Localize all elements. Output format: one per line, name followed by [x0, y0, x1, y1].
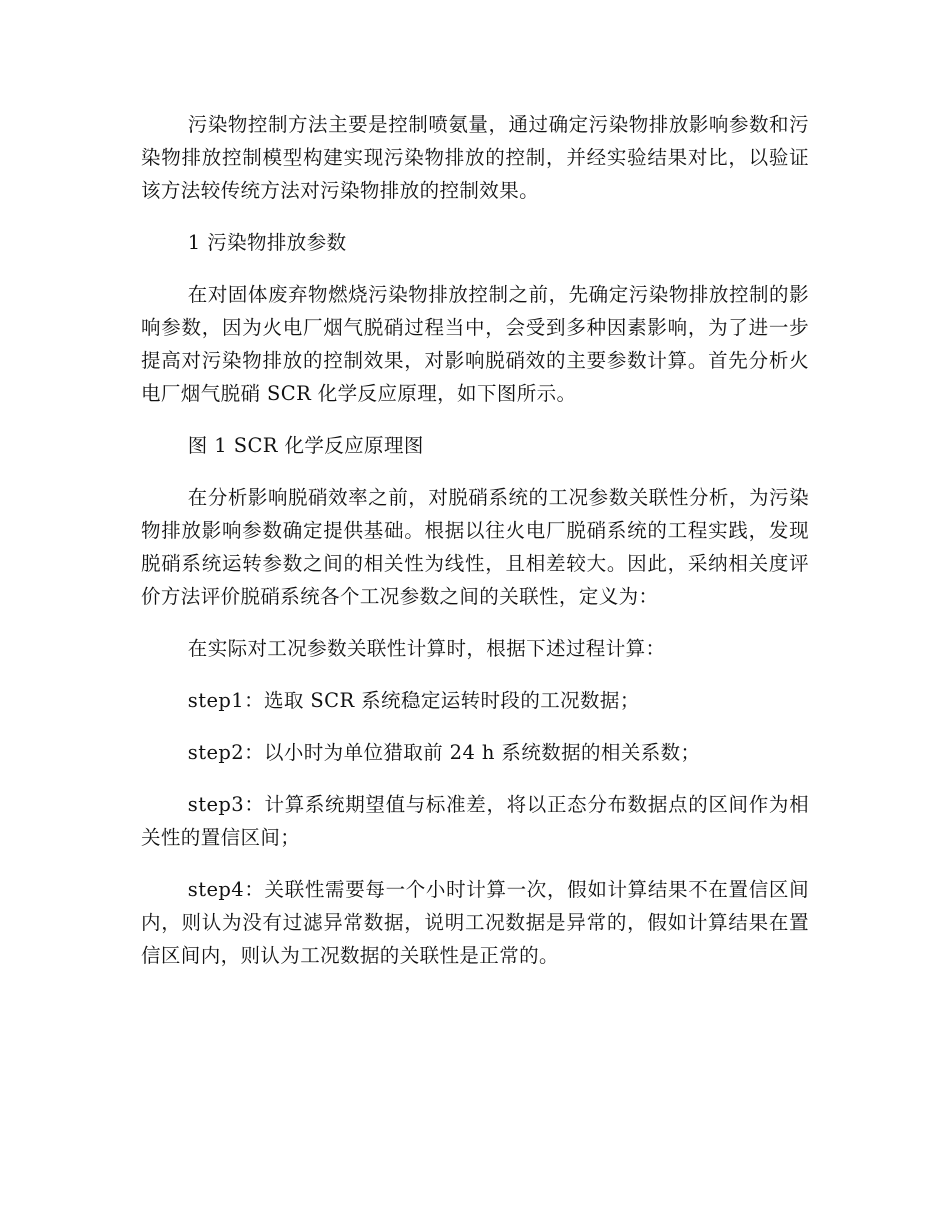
intro-paragraph: 污染物控制方法主要是控制喷氨量，通过确定污染物排放影响参数和污染物排放控制模型构建实现污染物排放的控制，并经实验结果对比，以验证该方法较传统方法对污染物排放的控制效果。	[141, 113, 809, 202]
calculation-intro-paragraph: 在实际对工况参数关联性计算时，根据下述过程计算：	[187, 637, 666, 660]
step1-paragraph: step1：选取 SCR 系统稳定运转时段的工况数据；	[187, 689, 640, 712]
step3-paragraph: step3：计算系统期望值与标准差，将以正态分布数据点的区间作为相关性的置信区间；	[141, 793, 809, 849]
step4-paragraph: step4：关联性需要每一个小时计算一次，假如计算结果不在置信区间内，则认为没有过滤异常数据，说明工况数据是异常的，假如计算结果在置信区间内，则认为工况数据的关联性是正常的。	[141, 878, 809, 967]
step2-paragraph: step2：以小时为单位猎取前 24 h 系统数据的相关系数；	[187, 741, 701, 764]
parameter-paragraph: 在对固体废弃物燃烧污染物排放控制之前，先确定污染物排放控制的影响参数，因为火电厂烟气脱硝过程当中，会受到多种因素影响，为了进一步提高对污染物排放的控制效果，对影响脱硝效的主要参数计算。首先分析火电厂烟气脱硝 SCR 化学反应原理，如下图所示。	[141, 283, 809, 405]
document-page	[141, 108, 809, 991]
figure-caption: 图 1 SCR 化学反应原理图	[187, 434, 424, 457]
section-heading: 1 污染物排放参数	[187, 231, 347, 254]
analysis-paragraph: 在分析影响脱硝效率之前，对脱硝系统的工况参数关联性分析，为污染物排放影响参数确定提供基础。根据以往火电厂脱硝系统的工程实践，发现脱硝系统运转参数之间的相关性为线性，且相差较大。因此，采纳相关度评价方法评价脱硝系统各个工况参数之间的关联性，定义为：	[141, 486, 809, 608]
